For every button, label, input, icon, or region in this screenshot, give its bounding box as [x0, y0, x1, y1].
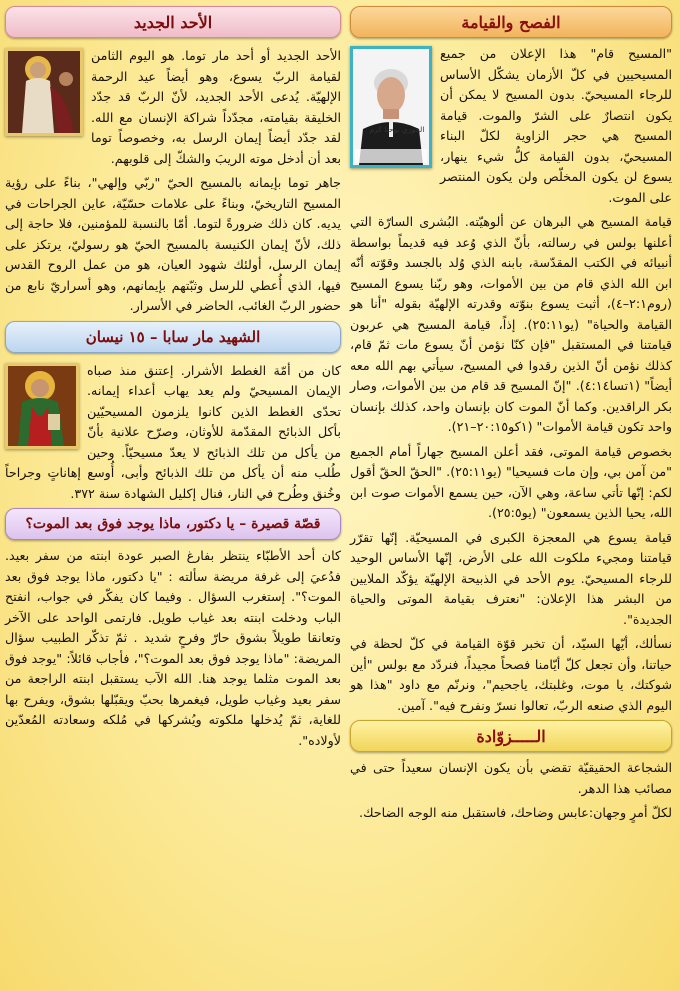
martyr-article: [5, 361, 341, 505]
new-sunday-paragraph: جاهر توما بإيمانه بالمسيح الحيّ "ربّي وإلهي"، بناءً على رؤية المسيح التاريخيّ، وبناءً على علامات حسّيّة، عاين الجراحات في يديه. كان ذلك ضرورةً لتوما. أمّا بالنسبة للمؤمنين، فلا حاجة إلى ذلك، لأنّ إيمان الكنيسة بالمسيح الحيّ هو رسوليّ، يرتكز على إيمان الرسل، أولئك شهود العيان، هو من عمل الروح القدس فيها، الذي أُعطي للرسل وثبّتهم بإيمانهم، وهو أسراريّ نابع من حضور الربّ الغائب، الحاضر في الأسرار.: [5, 175, 341, 313]
new-sunday-article: [5, 46, 341, 317]
martyr-paragraph: كان من أمّة الغطط الأشرار. إعتنق منذ صباه الإيمان المسيحيّ ولم يعد يهاب أعداء إيمانه. تحدّى الغطط الذين كانوا يلزمون المسيحيّين بأكل الذبائح المقدّمة للأوثان، وصرّح علانية بأنّ من يأكل من تلك الذبائح لا يعدّ مسيحيّاً. وحين طُلب منه أن يأكل من تلك الذبائح وأبى، أُوسع إهاناتٍ وجراحاً وخُنق وطُرح في النار، فنال إكليل الشهادة سنة ٣٧٢.: [5, 362, 341, 501]
story-title: قصّة قصيرة – يا دكتور، ماذا يوجد فوق بعد الموت؟: [5, 508, 341, 540]
saint-saba-icon: [5, 363, 79, 449]
zawada-section: [350, 758, 672, 824]
zawada-paragraph: لكلّ أمرٍ وجهان:عابس وضاحك، فاستقبل منه الوجه الضاحك.: [359, 805, 672, 820]
martyr-title: الشهيد مار سابا – ١٥ نيسان: [5, 321, 341, 353]
easter-paragraph: قيامة المسيح هي البرهان عن ألوهيّته. البُشرى السارّة التي أعلنها بولس في رسالته، بأنّ الذي وُعد فيه قديماً بواسطة أنبيائه في الكتب المقدّسة، بابنه الذي وُلد بالجسد وقوّته أنّه ابن الله الذي قام من بين الأموات، وهو ربّنا يسوع المسيح (روم٢:١–٤)، أثبت يسوع بنوّته وقدرته الإلهيّة بقوله "أنا هو القيامة والحياة" (يو٢٥:١١). إذاً، قيامة المسيح هي عربون قيامتنا في المستقبل "فإن كنّا نؤمن أنّ يسوع مات ثمّ قام، كذلك نؤمن أنّ الذين رقدوا في المسيح، سيأتي بهم الله معه أيضاً" (١تسا٤:١٤). "إنّ المسيح قد قام من بين الأموات، وصار بكر الراقدين. وكما أنّ الموت كان بإنسان واحد، كذلك بإنسان واحد تكون قيامة الأموات" (١كو٢٠:١٥–٢١).: [350, 214, 673, 434]
easter-article: [350, 44, 672, 716]
story-paragraph: كان أحد الأطبّاء ينتظر بفارغ الصبر عودة ابنته من سفر بعيد. فدُعيَ إلى غرفة مريضة سألته : "يا دكتور، ماذا يوجد فوق بعد الموت؟". إستغرب السؤال . وفيما كان يفكّر في جواب، انفتح الباب ودخلت ابنته بعد غياب طويل. فارتمى الواحد على الآخر وتعانقا طويلاً بشوق حارّ وفرحٍ شديد . ثمّ تذكّر الطبيب سؤال المريضة: "ماذا يوجد فوق بعد الموت؟"، فأجاب قائلاً: "يوجد فوق بعد الموت مثلما يوجد هنا. الله الآب يستقبل ابنته الراجعة من سفر بعيد وغياب طويل، فيغمرها بحبّ ويقبّلها بشوق، ويفرح بها للغاية، ثمّ يُدخلها ملكوته ويُشركها في مُلكه وسعادته المُعدّين لأولاده".: [5, 548, 341, 748]
easter-paragraph: "المسيح قام" هذا الإعلان من جميع المسيحيين في كلّ الأزمان يشكّل الأساس للرجاء المسيحيّ. بدون المسيح لا يمكن أن يكون انتصارٌ على الشرّ والموت. قيامة المسيح هي حجر الزاوية لكلّ البناء المسيحيّ، بدون القيامة كلُّ شيء ينهار، يسوع لن يكون المخلّص ولن يكون المنتصر على الموت.: [440, 46, 672, 205]
easter-paragraph: نسألك، أيّها السيّد، أن تخبر قوّة القيامة في كلّ لحظة في حياتنا، وأن تجعل كلّ أيّامنا فصحاً مجيداً، فنردّد مع بولس "أين شوكتك، يا موت، وغلبتك، ياجحيم"، ونرنّم مع داود "هذا هو اليوم الذي صنعه الربّ، تعالوا نسرّ ونفرح فيه". آمين.: [350, 636, 672, 713]
zawada-title: الـــــزوّادة: [350, 720, 672, 752]
new-sunday-title: الأحد الجديد: [5, 6, 341, 38]
story-article: [5, 546, 341, 751]
easter-title: الفصح والقيامة: [350, 6, 672, 38]
easter-paragraph: قيامة يسوع هي المعجزة الكبرى في المسيحيّة. إنّها تقرّر قيامتنا ومجيء ملكوت الله على الأرض، إنّها الأساس الوحيد للرجاء المسيحيّ. يوم الأحد في الذبيحة الإلهيّة يؤكّد الملايين من البشر هذا الإعلان: "نعترف بقيامة الموتى والحياة الجديدة".: [350, 529, 672, 627]
jesus-thomas-icon: [5, 48, 83, 136]
new-sunday-paragraph: الأحد الجديد أو أحد مار توما. هو اليوم الثامن لقيامة الربّ يسوع، وهو أيضاً عيد الرحمة الإلهيّة. يُدعى الأحد الجديد، لأنّ الربّ قد جدّد الخليقة بقيامته، مجدّداً شراكة الإنسان مع الله. لقد جدّد أيضاً إيمان الرسل به، وخصوصاً توما بعد أن أدخل موته الريبَ والشكّ إلى قلوبهم.: [91, 48, 341, 166]
right-column: [350, 0, 672, 828]
photo-caption: الخوري يوحنا كرم: [369, 125, 425, 134]
left-column: [5, 0, 341, 755]
easter-paragraph: بخصوص قيامة الموتى، فقد أعلن المسيح جهاراً أمام الجميع "من آمن بي، وإن مات فسيحيا" (يو٢٥:١١). "الحقّ الحقّ أقول لكم: إنّها تأتي ساعة، وهي الآن، حين يسمع الأموات صوت ابن الله، يحيا الذين يسمعون" (يو٢٥:٥).: [350, 443, 672, 520]
zawada-paragraph: الشجاعة الحقيقيّة تقضي بأن يكون الإنسان سعيداً حتى في مصائب هذا الدهر.: [350, 760, 672, 796]
priest-portrait: [350, 46, 432, 168]
